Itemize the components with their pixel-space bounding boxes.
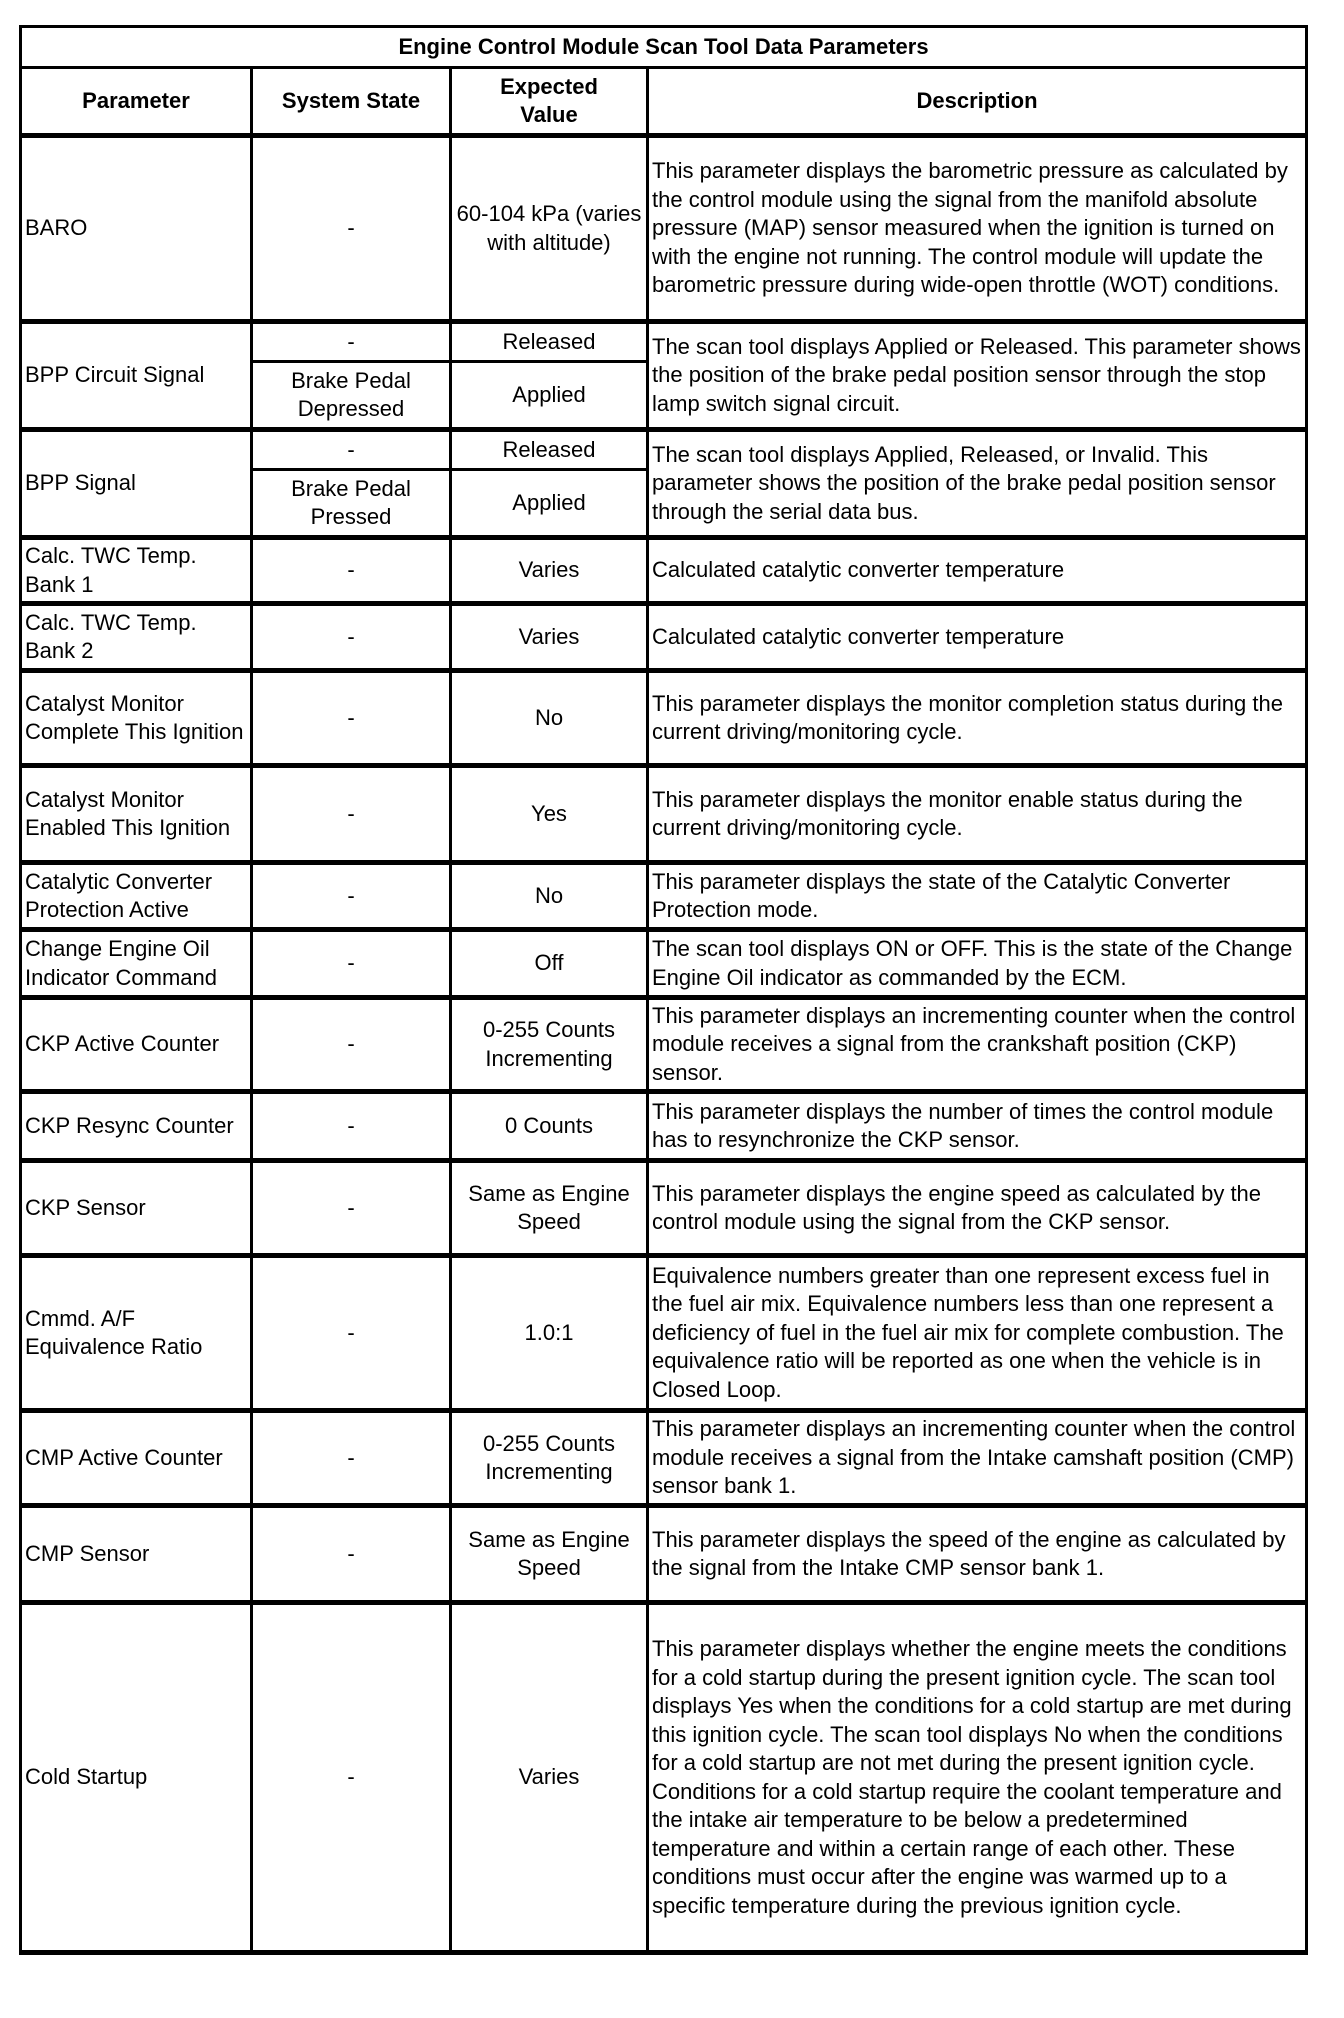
table-row [21, 998, 1307, 1092]
description-cell: This parameter displays an incrementing counter when the control module receives a signal from the crankshaft position (CKP) sensor. [648, 998, 1307, 1092]
description-cell: The scan tool displays ON or OFF. This is the state of the Change Engine Oil indicator as commanded by the ECM. [648, 930, 1307, 998]
table-row [21, 766, 1307, 863]
parameter-cell: Cold Startup [21, 1603, 252, 1953]
table-row [21, 322, 1307, 362]
table-row [21, 604, 1307, 671]
parameter-cell: Change Engine Oil Indicator Command [21, 930, 252, 998]
parameter-cell: Calc. TWC Temp. Bank 2 [21, 604, 252, 671]
parameter-cell: Catalyst Monitor Enabled This Ignition [21, 766, 252, 863]
table-row [21, 1411, 1307, 1506]
table-row [21, 1603, 1307, 1953]
expected-value-cell: Varies [451, 604, 648, 671]
system-state-cell: - [252, 1411, 451, 1506]
system-state-cell: - [252, 998, 451, 1092]
description-cell: Calculated catalytic converter temperature [648, 604, 1307, 671]
description-cell: The scan tool displays Applied, Released, or Invalid. This parameter shows the position of the brake pedal position sensor through the serial data bus. [648, 430, 1307, 538]
expected-value-cell: Same as Engine Speed [451, 1506, 648, 1603]
system-state-cell: - [252, 1603, 451, 1953]
expected-value-cell: Applied [451, 470, 648, 538]
system-state-cell: - [252, 136, 451, 322]
table-row [21, 930, 1307, 998]
system-state-cell: - [252, 322, 451, 362]
table-row [21, 1506, 1307, 1603]
expected-value-cell: 1.0:1 [451, 1256, 648, 1411]
expected-value-cell: 0-255 Counts Incrementing [451, 998, 648, 1092]
table-row [21, 671, 1307, 766]
table-title: Engine Control Module Scan Tool Data Parameters [21, 27, 1307, 68]
parameter-cell: BARO [21, 136, 252, 322]
system-state-cell: - [252, 1092, 451, 1161]
system-state-cell: - [252, 930, 451, 998]
header-parameter: Parameter [21, 68, 252, 136]
table-row [21, 863, 1307, 930]
system-state-cell: - [252, 430, 451, 470]
system-state-cell: - [252, 1506, 451, 1603]
system-state-cell: - [252, 766, 451, 863]
header-expected-line2: Value [520, 102, 578, 127]
description-cell: Equivalence numbers greater than one represent excess fuel in the fuel air mix. Equivalence numbers less than one represent a deficiency of fuel in the fuel air mix for complete combustion. The equivalence ratio will be reported as one when the vehicle is in Closed Loop. [648, 1256, 1307, 1411]
expected-value-cell: Released [451, 322, 648, 362]
parameter-cell: CKP Active Counter [21, 998, 252, 1092]
header-row [21, 68, 1307, 136]
parameter-cell: Calc. TWC Temp. Bank 1 [21, 538, 252, 604]
system-state-cell: Brake Pedal Depressed [252, 362, 451, 430]
expected-value-cell: Off [451, 930, 648, 998]
description-cell: This parameter displays an incrementing counter when the control module receives a signal from the Intake camshaft position (CMP) sensor bank 1. [648, 1411, 1307, 1506]
table-row [21, 136, 1307, 322]
header-description: Description [648, 68, 1307, 136]
table-row [21, 430, 1307, 470]
expected-value-cell: Varies [451, 538, 648, 604]
parameter-cell: Catalyst Monitor Complete This Ignition [21, 671, 252, 766]
table-row [21, 1256, 1307, 1411]
header-system-state: System State [252, 68, 451, 136]
description-cell: Calculated catalytic converter temperature [648, 538, 1307, 604]
parameter-cell: BPP Circuit Signal [21, 322, 252, 430]
header-expected-line1: Expected [500, 73, 598, 99]
expected-value-cell: Varies [451, 1603, 648, 1953]
description-cell: This parameter displays the barometric pressure as calculated by the control module using the signal from the manifold absolute pressure (MAP) sensor measured when the ignition is turned on with the engine not running. The control module will update the barometric pressure during wide-open throttle (WOT) conditions. [648, 136, 1307, 322]
table-row [21, 538, 1307, 604]
expected-value-cell: Applied [451, 362, 648, 430]
description-cell: This parameter displays the state of the Catalytic Converter Protection mode. [648, 863, 1307, 930]
system-state-cell: - [252, 538, 451, 604]
parameter-cell: Cmmd. A/F Equivalence Ratio [21, 1256, 252, 1411]
system-state-cell: - [252, 1256, 451, 1411]
expected-value-cell: Yes [451, 766, 648, 863]
parameter-cell: CMP Active Counter [21, 1411, 252, 1506]
description-cell: This parameter displays the engine speed as calculated by the control module using the signal from the CKP sensor. [648, 1161, 1307, 1256]
table-row [21, 1161, 1307, 1256]
parameter-cell: CMP Sensor [21, 1506, 252, 1603]
description-cell: The scan tool displays Applied or Released. This parameter shows the position of the brake pedal position sensor through the stop lamp switch signal circuit. [648, 322, 1307, 430]
description-cell: This parameter displays the speed of the engine as calculated by the signal from the Intake CMP sensor bank 1. [648, 1506, 1307, 1603]
system-state-cell: Brake Pedal Pressed [252, 470, 451, 538]
scan-tool-data-table [19, 25, 1308, 1955]
system-state-cell: - [252, 604, 451, 671]
expected-value-cell: Released [451, 430, 648, 470]
parameter-cell: CKP Resync Counter [21, 1092, 252, 1161]
expected-value-cell: 0 Counts [451, 1092, 648, 1161]
system-state-cell: - [252, 863, 451, 930]
parameter-cell: Catalytic Converter Protection Active [21, 863, 252, 930]
expected-value-cell: No [451, 671, 648, 766]
expected-value-cell: No [451, 863, 648, 930]
description-cell: This parameter displays whether the engine meets the conditions for a cold startup during the present ignition cycle. The scan tool displays Yes when the conditions for a cold startup are met during this ignition cycle. The scan tool displays No when the conditions for a cold startup are not met during the present ignition cycle. Conditions for a cold startup require the coolant temperature and the intake air temperature to be below a predetermined temperature and within a certain range of each other. These conditions must occur after the engine was warmed up to a specific temperature during the previous ignition cycle. [648, 1603, 1307, 1953]
system-state-cell: - [252, 1161, 451, 1256]
expected-value-cell: 60-104 kPa (varies with altitude) [451, 136, 648, 322]
parameter-cell: CKP Sensor [21, 1161, 252, 1256]
header-expected-value [451, 68, 648, 136]
system-state-cell: - [252, 671, 451, 766]
parameter-cell: BPP Signal [21, 430, 252, 538]
expected-value-cell: 0-255 Counts Incrementing [451, 1411, 648, 1506]
description-cell: This parameter displays the number of times the control module has to resynchronize the CKP sensor. [648, 1092, 1307, 1161]
description-cell: This parameter displays the monitor completion status during the current driving/monitoring cycle. [648, 671, 1307, 766]
description-cell: This parameter displays the monitor enable status during the current driving/monitoring cycle. [648, 766, 1307, 863]
expected-value-cell: Same as Engine Speed [451, 1161, 648, 1256]
table-row [21, 1092, 1307, 1161]
